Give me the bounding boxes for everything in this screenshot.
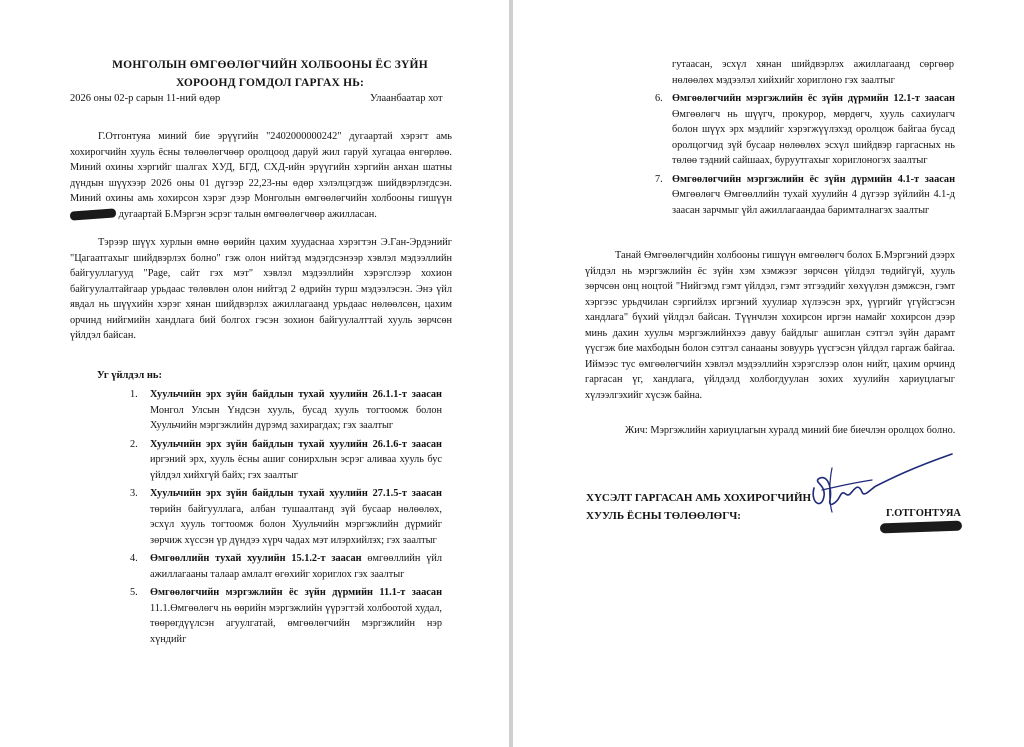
list-item-text: 11.1.Өмгөөлөгч нь өөрийн мэргэжлийн үүрэгтэй холбоотой худал, төөрөгдүүлсэн агуулгатай, өмгөөлөгчийн мэргэжлийн нэр хүндийг [150,602,442,645]
list-item-law: Өмгөөлөгчийн мэргэжлийн ёс зүйн дүрмийн 12.1-т заасан [672,93,955,104]
paragraph-1-part-2: дугаартай Б.Мэргэн эсрэг талын өмгөөлөгчөөр ажилласан. [118,208,377,220]
list-item [655,91,955,169]
violations-list-continued [655,91,955,221]
list-item-law: Өмгөөлөгчийн мэргэжлийн ёс зүйн дүрмийн 4.1-т заасан [672,173,955,185]
list-item-number: 1. [130,389,138,400]
document-title [60,56,480,92]
signature-label [586,489,811,525]
list-item-number: 2. [130,438,138,450]
list-item [130,585,442,647]
list-item [130,551,442,582]
document-date: 2026 оны 02-р сарын 11-ний өдөр [70,93,221,104]
list-item [655,172,955,219]
list-item-number: 7. [655,173,663,185]
title-line-1: МОНГОЛЫН ӨМГӨӨЛӨГЧИЙН ХОЛБООНЫ ЁС ЗҮЙН [112,59,428,71]
list-item-number: 3. [130,488,138,499]
list-item-text: Өмгөөлөгч Өмгөөллийн тухай хуулийн 4 дүгээр зүйлийн 4.1-д заасан зарчмыг үйл ажиллагаандаа баримталнагэх заалтыг [672,189,955,216]
list-item-law: Өмгөөлөгчийн мэргэжлийн ёс зүйн дүрмийн 11.1-т заасан [150,587,442,598]
list-item-text: төрийн байгууллага, албан тушаалтанд зүй бусаар нөлөөлөх, эсхүл хууль тогтоомж болон Хуульчийн мэргэжлийн дүрмийг зөрчиж хүссэн үр дүндээ хүрч чадах мэт илэрхийлэх; гэх заалтыг [150,503,442,546]
list-item-text: өмгөөллийн үйл ажиллагааны талаар амлалт өгөхийг хориглох гэх заалтыг [150,553,442,580]
redaction-mark [70,208,117,220]
note: Жич: Мэргэжлийн хариуцлагын хуралд миний бие биечлэн оролцох болно. [625,425,956,436]
list-item-number: 6. [655,93,663,104]
list-item [130,387,442,434]
paragraph-1 [70,129,452,222]
list-continuation: гутаасан, эсхүл хянан шийдвэрлэх ажиллагаанд сөргөөр нөлөөлөх мэдээлэл хийхийг хориглоно гэх заалтыг [672,59,954,86]
list-item-law: Хуульчийн эрх зүйн байдлын тухай хуулийн 26.1.6-т заасан [150,438,442,450]
list-item [130,437,442,484]
paragraph-1-part-1: Г.Отгонтуяа миний бие эрүүгийн "2402000000242" дугаартай хэрэгт амь хохирогчийн хууль ёсны төлөөлөгчөөр оролцоод даруй жил гаруй хугацаа өнгөрлөө. Миний охины хэргийг шалгах ХУД, БГД, СХД-ийн эрүүгийн хэргийн анхан шатны дүндын шүүхээр 2026 оны 01 дүгээр 22,23-ны өдөр хэлэлцэгдэж шийдвэрлэгдсэн. Миний охины амь хохирсон хэрэг дээр Монголын өмгөөлөгчийн холбооны гишүүн [70,131,452,204]
list-item-law: Хуульчийн эрх зүйн байдлын тухай хуулийн 26.1.1-т заасан [150,389,442,400]
paragraph-2: Тэрээр шүүх хурлын өмнө өөрийн цахим хуудаснаа хэрэгтэн Э.Ган-Эрдэнийг "Цагаатгахыг шийдвэрлэх болно" гэж олон нийтэд мэдэгдсэнээр хэвлэл мэдээллийн байгууллагууд "Page, сайт гэх мэт" хэвлэл мэдээллийн хэрэгслээр хохион байгуулалтайгаар урьдаас төлөвлөн олон нийтэд 2 өдрийн турш мэдээлэсэн. Энэ үйл явдал нь шүүхийн хэрэг хянан шийдвэрлэх ажиллагаанд урьдаас нөлөөлсөн, цахим орчинд нийгмийн хандлага бий болгох гэсэн зохион байгуулалттай хууль зөрчсөн үйлдэл байсан. [70,237,452,341]
list-item-law: Өмгөөллийн тухай хуулийн 15.1.2-т заасан [150,553,362,564]
signature-label-line-1: ХҮСЭЛТ ГАРГАСАН АМЬ ХОХИРОГЧИЙН [586,492,812,504]
list-item-law: Хуульчийн эрх зүйн байдлын тухай хуулийн 27.1.5-т заасан [150,488,442,499]
document-city: Улаанбаатар хот [370,93,443,104]
list-item-number: 5. [130,587,138,598]
signer-name: Г.ОТГОНТУЯА [886,508,961,519]
list-item-text: иргэний эрх, хууль ёсны ашиг сонирхлын эсрэг аливаа хууль бус үйлдэл хийхгүй байх; гэх заалтыг [150,454,442,481]
list-item-text: Монгол Улсын Үндсэн хууль, бусад хууль тогтоомж болон Хуульчийн мэргэжлийн дүрэмд захирагдах; гэх заалтыг [150,404,442,431]
list-item-number: 4. [130,553,138,564]
title-line-2: ХОРООНД ГОМДОЛ ГАРГАХ НЬ: [175,77,365,89]
list-item [130,486,442,548]
violations-list [130,387,442,650]
violations-heading: Уг үйлдэл нь: [97,370,162,381]
paragraph-3: Танай Өмгөөлөгчдийн холбооны гишүүн өмгөөлөгч болох Б.Мэргэний дээрх үйлдэл нь мэргэжлийн ёс зүйн хэм хэмжээг зөрчсөн үйлдэл төдийгүй, хууль зөрчсөн онц ноцтой "Нийгэмд гэмт үйлдэл, гэмт этгээдийг хөхүүлэн дэмжсэн, гэмт хэргээс урьдчилан сэргийлэх иргэний хуулиар хүлээсэн эрх, үүргийг үгүйсгэсэн хандлага" бүхий үйлдэл байсан. Түүнчлэн хохирсон иргэн намайг хохирсон дээр минь дахин хуульч мэргэжлийнхээ давуу байдлыг ашиглан сэтгэл зүйн дарамт үүсгэж бие махбодын болон сэтгэл санааны зовуурь үүсгэсэн үйлдэл гаргаж байгаа. Иймээс тус өмгөөлөгчийн хэвлэл мэдээллийн хэрэгслээр олон нийт, цахим орчинд гаргасан үг, хандлага, үйлдэлд холбогдуулан зохих хуулийн хариуцлагыг хүлээлгэхийг хүсэж байна. [585,250,955,401]
list-item-text: Өмгөөлөгч нь шүүгч, прокурор, мөрдөгч, хууль сахиулагч болон шүүх эрх мэдлийг хэрэгжүүлэхэд оролцож байгаа бусад оролцогчид зүй бусаар нөлөөлөх эсхүл шийдвэр гаргасных нь төлөө тэдний сайшаах, буруутгахыг хориглоногэх заалтыг [672,108,955,166]
signature-label-line-2: ХУУЛЬ ЁСНЫ ТӨЛӨӨЛӨГЧ: [586,510,741,522]
